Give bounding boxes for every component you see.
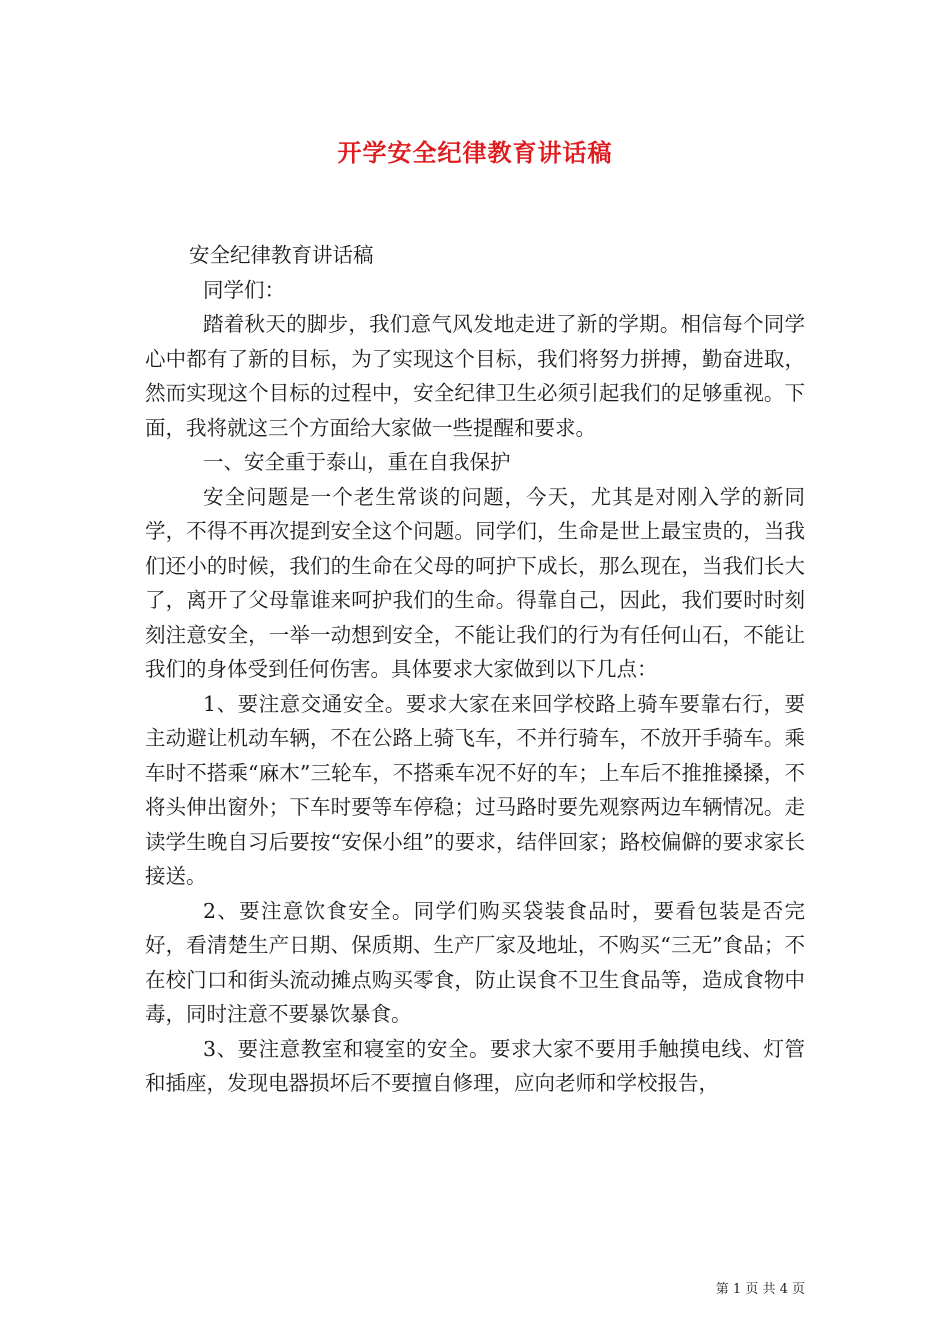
paragraph-food-safety: 2、要注意饮食安全。同学们购买袋装食品时，要看包装是否完好，看清楚生产日期、保质期、生产厂家及地址，不购买“三无”食品；不在校门口和街头流动摊点购买零食，防止误食不卫生食品等，造成食物中毒，同时注意不要暴饮暴食。: [145, 898, 805, 1026]
paragraph-salutation: 同学们：: [203, 277, 285, 302]
paragraph-safety: 安全问题是一个老生常谈的问题，今天，尤其是对刚入学的新同学，不得不再次提到安全这个问题。同学们，生命是世上最宝贵的，当我们还小的时候，我们的生命在父母的呵护下成长，那么现在，当我们长大了，离开了父母靠谁来呵护我们的生命。得靠自己，因此，我们要时时刻刻注意安全，一举一动想到安全，不能让我们的行为有任何山石，不能让我们的身体受到任何伤害。具体要求大家做到以下几点：: [145, 484, 805, 681]
document-title: 开学安全纪律教育讲话稿: [337, 138, 613, 167]
document-body: [145, 238, 805, 1101]
paragraph-subtitle: 安全纪律教育讲话稿: [189, 243, 374, 267]
section-heading-1: 一、安全重于泰山，重在自我保护: [203, 450, 511, 474]
paragraph-classroom-safety: 3、要注意教室和寝室的安全。要求大家不要用手触摸电线、灯管和插座，发现电器损坏后不要擅自修理，应向老师和学校报告，: [145, 1036, 805, 1095]
paragraph-intro: 踏着秋天的脚步，我们意气风发地走进了新的学期。相信每个同学心中都有了新的目标，为了实现这个目标，我们将努力拼搏，勤奋进取，然而实现这个目标的过程中，安全纪律卫生必须引起我们的足够重视。下面，我将就这三个方面给大家做一些提醒和要求。: [145, 312, 805, 440]
page-number-footer: 第 1 页 共 4 页: [715, 1282, 805, 1297]
paragraph-traffic-safety: 1、要注意交通安全。要求大家在来回学校路上骑车要靠右行，要主动避让机动车辆，不在公路上骑飞车，不并行骑车，不放开手骑车。乘车时不搭乘“麻木”三轮车，不搭乘车况不好的车；上车后不推推搡搡，不将头伸出窗外；下车时要等车停稳；过马路时要先观察两边车辆情况。走读学生晚自习后要按“安保小组”的要求，结伴回家；路校偏僻的要求家长接送。: [145, 691, 805, 888]
